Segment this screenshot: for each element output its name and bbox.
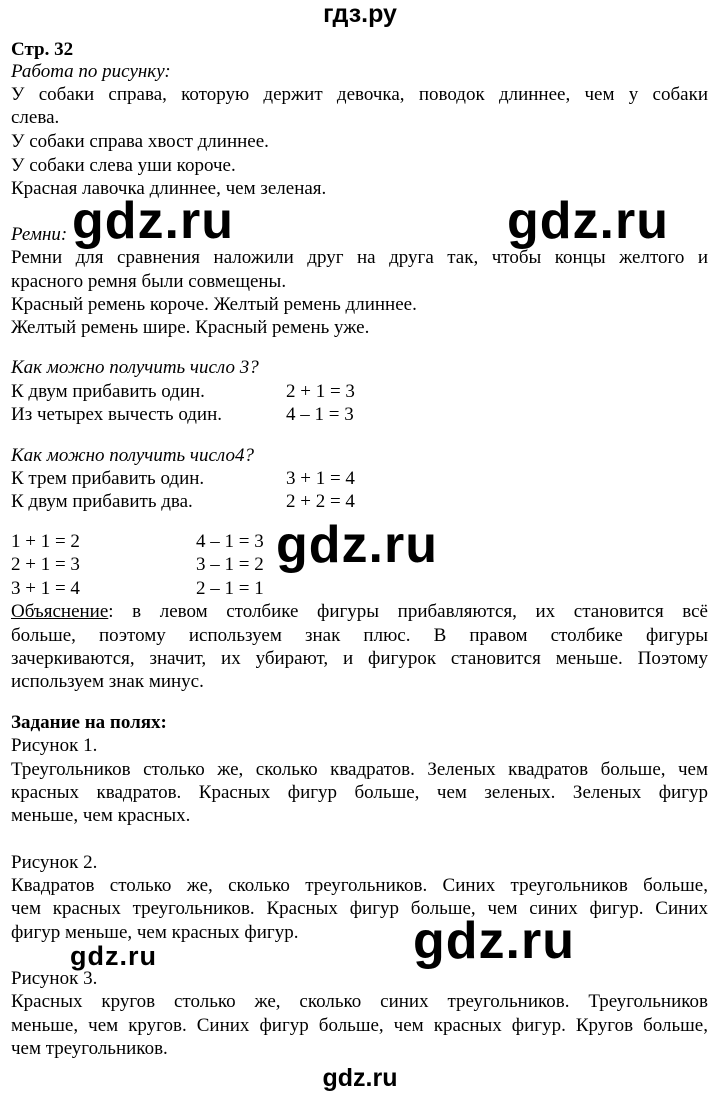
section3-heading: Как можно получить число 3? [11, 357, 259, 378]
explanation-line: используем знак минус. [11, 671, 204, 692]
section4-row [11, 491, 708, 513]
section3-row [11, 404, 708, 426]
section2-line: красного ремня были совмещены. [11, 271, 287, 292]
left-equation: 1 + 1 = 2 [11, 531, 80, 552]
picture-line: Квадратов столько же, сколько треугольников. Синих треугольников больше, [11, 875, 708, 896]
row-equation: 2 + 2 = 4 [286, 491, 355, 512]
section1-line: У собаки справа, которую держит девочка, поводок длиннее, чем у собаки [11, 84, 708, 105]
row-equation: 4 – 1 = 3 [286, 404, 354, 425]
picture-line: меньше, чем кругов. Синих фигур больше, чем красных фигур. Кругов больше, [11, 1015, 708, 1036]
row-equation: 3 + 1 = 4 [286, 468, 355, 489]
right-equation: 3 – 1 = 2 [196, 554, 264, 575]
picture-line: меньше, чем красных. [11, 805, 191, 826]
left-equation: 3 + 1 = 4 [11, 578, 80, 599]
picture-label: Рисунок 2. [11, 852, 98, 873]
picture-label: Рисунок 1. [11, 735, 98, 756]
site-footer[interactable]: gdz.ru [322, 1064, 398, 1092]
explanation-label: Объяснение [11, 601, 109, 622]
section4-heading: Как можно получить число4? [11, 445, 254, 466]
picture-line: Треугольников столько же, сколько квадратов. Зеленых квадратов больше, чем [11, 759, 708, 780]
explanation-line [11, 601, 708, 623]
section1-line: Красная лавочка длиннее, чем зеленая. [11, 178, 327, 199]
explanation-text: : в левом столбике фигуры прибавляются, их становится всё [108, 601, 708, 622]
row-text: К двум прибавить два. [11, 491, 193, 512]
picture-line: чем красных треугольников. Красных фигур больше, чем синих фигур. Синих [11, 898, 708, 919]
left-equation: 2 + 1 = 3 [11, 554, 80, 575]
equation-row [11, 578, 708, 600]
watermark: gdz.ru [413, 912, 575, 970]
margin-task-heading: Задание на полях: [11, 712, 167, 733]
section1-line: У собаки слева уши короче. [11, 155, 236, 176]
picture-line: Красных кругов столько же, сколько синих треугольников. Треугольников [11, 991, 708, 1012]
right-equation: 2 – 1 = 1 [196, 578, 264, 599]
section1-line: слева. [11, 107, 60, 128]
section3-row [11, 381, 708, 403]
watermark: gdz.ru [507, 192, 669, 250]
row-text: Из четырех вычесть один. [11, 404, 223, 425]
row-equation: 2 + 1 = 3 [286, 381, 355, 402]
picture-line: красных квадратов. Красных фигур больше, чем зеленых. Зеленых фигур [11, 782, 708, 803]
site-header[interactable]: гдз.ру [323, 0, 397, 28]
section2-line: Ремни для сравнения наложили друг на друга так, чтобы концы желтого и [11, 247, 708, 268]
picture-line: чем треугольников. [11, 1038, 168, 1059]
section4-row [11, 468, 708, 490]
explanation-line: зачеркиваются, значит, их убирают, и фигурок становится меньше. Поэтому [11, 648, 708, 669]
watermark: gdz.ru [72, 192, 234, 250]
section2-line: Красный ремень короче. Желтый ремень длиннее. [11, 294, 417, 315]
section1-heading: Работа по рисунку: [11, 61, 171, 82]
row-text: К двум прибавить один. [11, 381, 205, 402]
section2-heading: Ремни: [11, 224, 68, 245]
right-equation: 4 – 1 = 3 [196, 531, 264, 552]
watermark: gdz.ru [276, 516, 438, 574]
row-text: К трем прибавить один. [11, 468, 205, 489]
picture-label: Рисунок 3. [11, 968, 98, 989]
section2-line: Желтый ремень шире. Красный ремень уже. [11, 317, 370, 338]
section1-line: У собаки справа хвост длиннее. [11, 131, 269, 152]
watermark: gdz.ru [70, 941, 157, 971]
explanation-line: больше, поэтому используем знак плюс. В правом столбике фигуры [11, 625, 708, 646]
picture-line: фигур меньше, чем красных фигур. [11, 922, 299, 943]
page-label: Стр. 32 [11, 39, 74, 60]
